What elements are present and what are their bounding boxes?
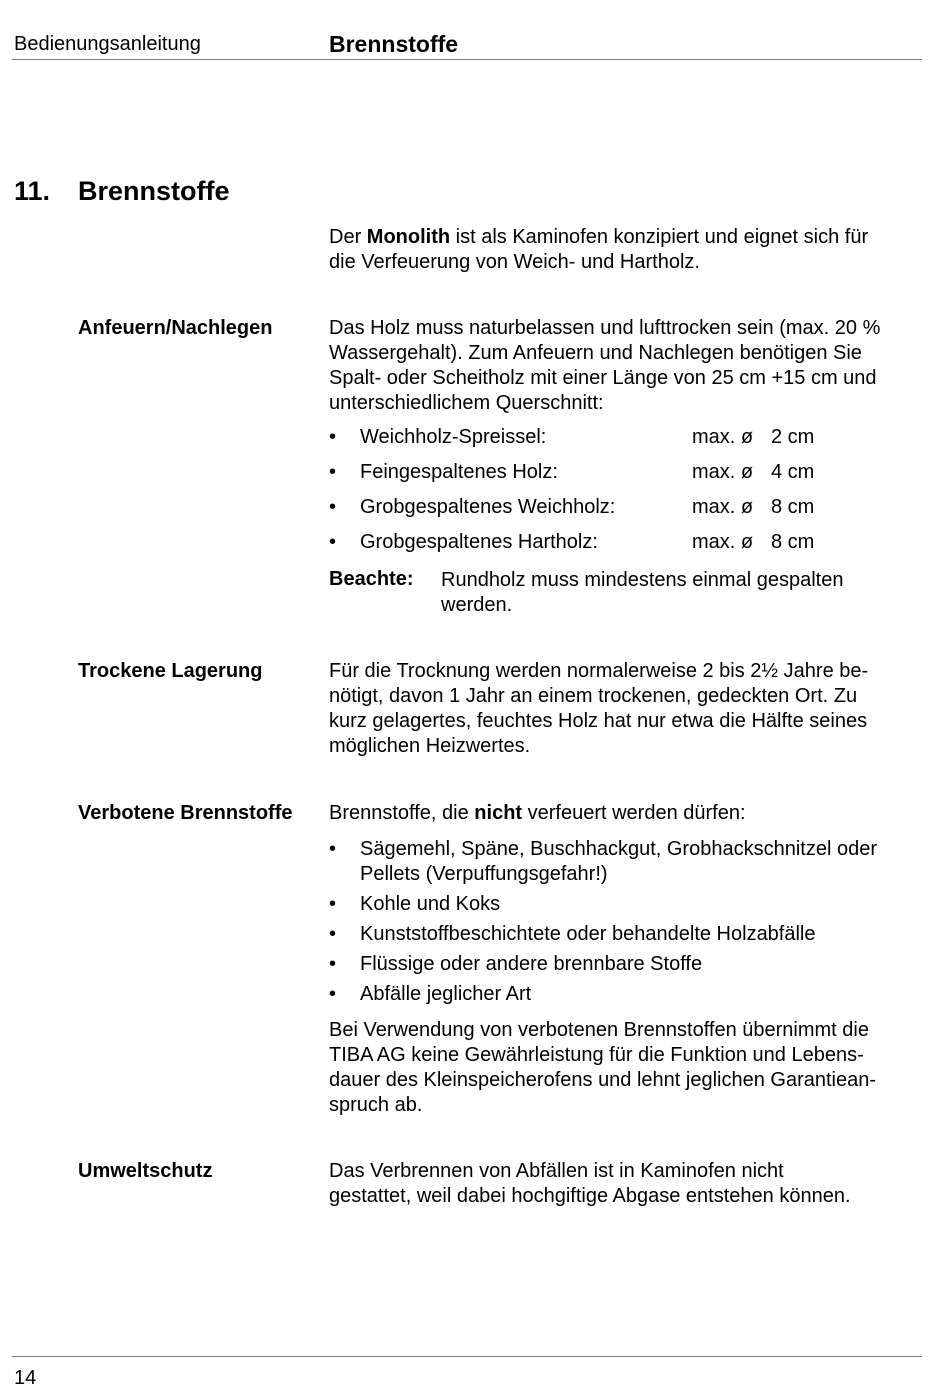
bullet-icon: • — [329, 461, 337, 483]
note-line: Rundholz muss mindestens einmal gespalten — [441, 569, 844, 591]
forbidden-item-line: Pellets (Verpuffungsgefahr!) — [360, 863, 608, 885]
wood-size-item — [329, 426, 929, 451]
wood-type: Feingespaltenes Holz: — [360, 461, 558, 483]
anfeuern-paragraph — [329, 316, 924, 416]
section-label-verboten: Verbotene Brennstoffe — [78, 802, 293, 824]
bullet-icon: • — [329, 893, 337, 915]
verboten-closing — [329, 1018, 924, 1118]
lagerung-paragraph — [329, 659, 924, 759]
header-rule — [12, 59, 922, 60]
wood-size-item — [329, 496, 929, 521]
chapter-number: 11. — [14, 176, 51, 206]
max-diameter-label: max. ø — [692, 531, 754, 553]
verboten-intro — [329, 801, 924, 826]
wood-size: 2 cm — [771, 426, 815, 448]
chapter-title: Brennstoffe — [78, 176, 230, 206]
intro-line2: die Verfeuerung von Weich- und Hartholz. — [329, 251, 700, 273]
forbidden-item-line: Sägemehl, Späne, Buschhackgut, Grobhackschnitzel oder — [360, 838, 877, 860]
bullet-icon: • — [329, 496, 337, 518]
verboten-closing-line: dauer des Kleinspeicherofens und lehnt jeglichen Garantiean- — [329, 1069, 877, 1091]
verboten-intro-pre: Brennstoffe, die — [329, 802, 475, 824]
anfeuern-line: unterschiedlichem Querschnitt: — [329, 392, 604, 414]
wood-size: 8 cm — [771, 496, 815, 518]
verboten-intro-post: verfeuert werden dürfen: — [522, 802, 746, 824]
umwelt-line: Das Verbrennen von Abfällen ist in Kaminofen nicht — [329, 1160, 784, 1182]
intro-paragraph — [329, 225, 924, 275]
section-label-umwelt: Umweltschutz — [78, 1160, 213, 1182]
product-name: Monolith — [366, 226, 451, 248]
max-diameter-label: max. ø — [692, 496, 754, 518]
section-label-lagerung: Trockene Lagerung — [78, 660, 263, 682]
note-line: werden. — [441, 594, 513, 616]
bullet-icon: • — [329, 838, 337, 860]
lagerung-line: möglichen Heizwertes. — [329, 735, 531, 757]
forbidden-item-line: Kohle und Koks — [360, 893, 501, 915]
running-header-title: Brennstoffe — [329, 31, 459, 57]
bullet-icon: • — [329, 923, 337, 945]
wood-size: 4 cm — [771, 461, 815, 483]
section-label-anfeuern: Anfeuern/Nachlegen — [78, 317, 273, 339]
intro-pre: Der — [329, 226, 367, 248]
umwelt-paragraph — [329, 1159, 924, 1209]
lagerung-line: nötigt, davon 1 Jahr an einem trockenen, gedeckten Ort. Zu — [329, 685, 858, 707]
bullet-icon: • — [329, 953, 337, 975]
bullet-icon: • — [329, 426, 337, 448]
verboten-closing-line: spruch ab. — [329, 1094, 423, 1116]
wood-size-item — [329, 461, 929, 486]
note-text — [441, 568, 921, 618]
wood-type: Weichholz-Spreissel: — [360, 426, 547, 448]
bullet-icon: • — [329, 983, 337, 1005]
anfeuern-line: Wassergehalt). Zum Anfeuern und Nachlegen benötigen Sie — [329, 342, 862, 364]
footer-rule — [12, 1356, 922, 1357]
lagerung-line: kurz gelagertes, feuchtes Holz hat nur etwa die Hälfte seines — [329, 710, 868, 732]
lagerung-line: Für die Trocknung werden normalerweise 2 bis 2½ Jahre be- — [329, 660, 869, 682]
verboten-closing-line: TIBA AG keine Gewährleistung für die Funktion und Lebens- — [329, 1044, 864, 1066]
wood-type: Grobgespaltenes Weichholz: — [360, 496, 616, 518]
anfeuern-line: Spalt- oder Scheitholz mit einer Länge von 25 cm +15 cm und — [329, 367, 877, 389]
forbidden-item-line: Abfälle jeglicher Art — [360, 983, 532, 1005]
note-label: Beachte: — [329, 568, 414, 590]
wood-type: Grobgespaltenes Hartholz: — [360, 531, 598, 553]
anfeuern-line: Das Holz muss naturbelassen und lufttrocken sein (max. 20 % — [329, 317, 881, 339]
verboten-closing-line: Bei Verwendung von verbotenen Brennstoffen übernimmt die — [329, 1019, 869, 1041]
forbidden-item-line: Kunststoffbeschichtete oder behandelte Holzabfälle — [360, 923, 816, 945]
wood-size-item — [329, 531, 929, 556]
forbidden-item-text — [360, 837, 930, 887]
umwelt-line: gestattet, weil dabei hochgiftige Abgase entstehen können. — [329, 1185, 851, 1207]
intro-line1-rest: ist als Kaminofen konzipiert und eignet sich für — [450, 226, 869, 248]
max-diameter-label: max. ø — [692, 426, 754, 448]
verboten-intro-bold: nicht — [474, 802, 523, 824]
bullet-icon: • — [329, 531, 337, 553]
max-diameter-label: max. ø — [692, 461, 754, 483]
running-header-label: Bedienungsanleitung — [14, 33, 201, 55]
page-number: 14 — [14, 1367, 37, 1389]
wood-size: 8 cm — [771, 531, 815, 553]
forbidden-item-line: Flüssige oder andere brennbare Stoffe — [360, 953, 703, 975]
